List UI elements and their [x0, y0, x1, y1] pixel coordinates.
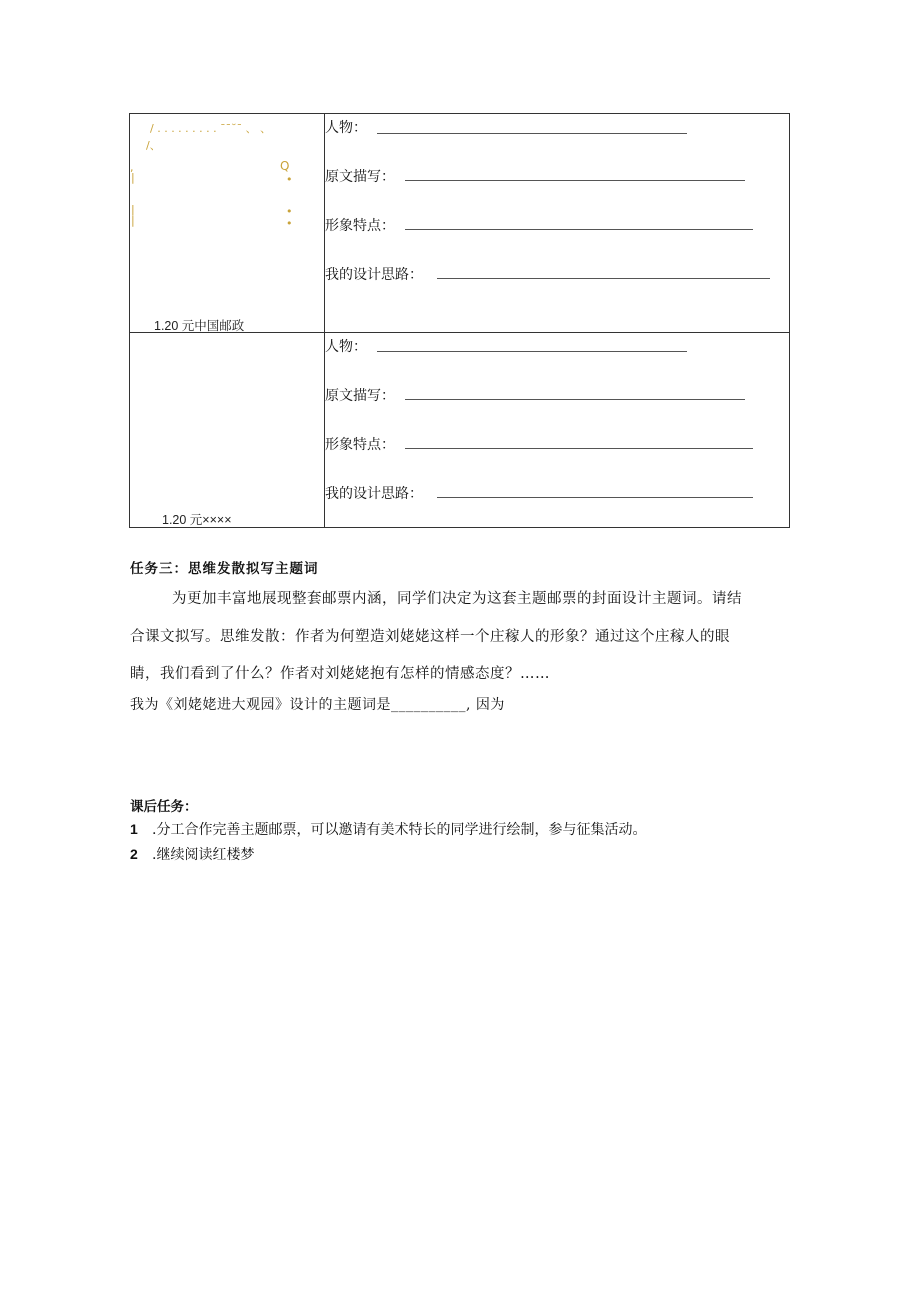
list-item	[130, 819, 646, 839]
stamp-price-label: 1.20 元××××	[162, 513, 232, 527]
stamp-border-decoration: / . . . . . . . . . ¯¯˘ˉ 、 、	[150, 122, 272, 135]
field-label: 我的设计思路：	[325, 486, 423, 502]
task3-title: 任务三：思维发散拟写主题词	[130, 561, 319, 577]
field-label: 我的设计思路：	[325, 267, 423, 283]
field-character	[325, 117, 367, 137]
stamp-design-table	[129, 113, 790, 528]
stamp-edge-mark: |	[131, 171, 135, 184]
task3-paragraph-line-2: 合课文拟写。思维发散：作者为何塑造刘姥姥这样一个庄稼人的形象？通过这个庄稼人的眼	[130, 629, 730, 645]
stamp-image-cell-2	[130, 333, 325, 528]
stamp-dot-mark: •	[286, 205, 293, 218]
field-label: 形象特点：	[325, 437, 395, 453]
answer-blank[interactable]	[377, 133, 687, 134]
answer-blank[interactable]	[405, 399, 745, 400]
field-label: 形象特点：	[325, 218, 395, 234]
field-image-traits	[325, 215, 395, 235]
stamp-image-cell-1	[130, 114, 325, 333]
field-label: 原文描写：	[325, 388, 395, 404]
stamp-border-decoration-2: /、	[146, 139, 161, 152]
after-class-title: 课后任务：	[130, 799, 198, 815]
task3-paragraph-line-3: 睛，我们看到了什么？作者对刘姥姥抱有怎样的情感态度？……	[130, 666, 550, 682]
field-label: 人物：	[325, 339, 367, 355]
stamp-row-2	[130, 333, 790, 528]
field-design-idea	[325, 264, 423, 284]
answer-blank[interactable]	[437, 497, 753, 498]
stamp-edge-mark: |	[131, 214, 135, 227]
task3-paragraph-line-1: 为更加丰富地展现整套邮票内涵，同学们决定为这套主题邮票的封面设计主题词。请结	[172, 591, 742, 607]
answer-blank[interactable]	[405, 229, 753, 230]
field-original-description	[325, 166, 395, 186]
stamp-q-mark: Q	[280, 159, 290, 173]
field-image-traits	[325, 434, 395, 454]
stamp-fields-cell-1	[325, 114, 790, 333]
answer-blank[interactable]	[437, 278, 770, 279]
stamp-dot-mark: •	[286, 173, 293, 186]
field-label: 人物：	[325, 120, 367, 136]
list-number: 1	[130, 821, 138, 837]
list-text: .分工合作完善主题邮票，可以邀请有美术特长的同学进行绘制，参与征集活动。	[152, 822, 647, 838]
list-number: 2	[130, 846, 138, 862]
field-original-description	[325, 385, 395, 405]
theme-word-fill-line: 我为《刘姥姥进大观园》设计的主题词是__________, 因为	[130, 697, 505, 713]
field-label: 原文描写：	[325, 169, 395, 185]
answer-blank[interactable]	[377, 351, 687, 352]
stamp-dot-mark: •	[286, 217, 293, 230]
answer-blank[interactable]	[405, 448, 753, 449]
field-character	[325, 336, 367, 356]
stamp-sketch-2	[130, 333, 324, 527]
stamp-price-label: 1.20 元中国邮政	[154, 319, 245, 333]
stamp-row-1	[130, 114, 790, 333]
list-item	[130, 844, 254, 864]
field-design-idea	[325, 483, 423, 503]
stamp-edge-mark: ,	[130, 161, 134, 174]
list-text: .继续阅读红楼梦	[152, 847, 255, 863]
stamp-edge-mark: |	[131, 203, 135, 216]
stamp-fields-cell-2	[325, 333, 790, 528]
answer-blank[interactable]	[405, 180, 745, 181]
stamp-sketch-1	[130, 114, 324, 332]
